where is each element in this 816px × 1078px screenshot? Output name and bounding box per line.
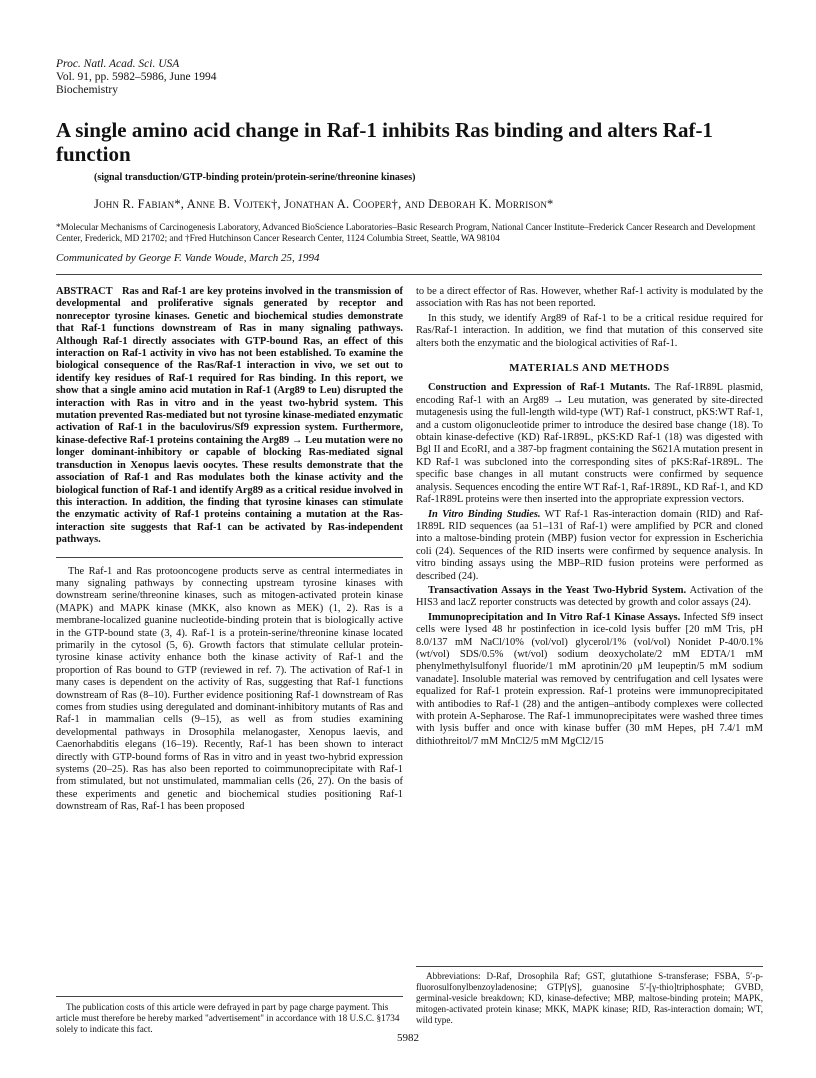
header-rule [56,274,762,275]
binding-text: WT Raf-1 Ras-interaction domain (RID) and Raf-1R89L RID sequences (aa 51–131 of Raf-1) were amplified by PCR and cloned into a maltose-binding protein (MBP) fusion vector for expression in Escherichia coli (24). Sequences of the RID inserts were confirmed by sequence analysis. In vitro binding assays using the MBP–RID fusion proteins were performed as described (24). [416,508,763,582]
transactivation-text: Activation of the HIS3 and lacZ reporter constructs was detected by growth and color assays (24). [416,584,763,609]
abstract-rule [56,557,403,558]
journal-section: Biochemistry [56,84,118,96]
immunoprecipitation-text: Infected Sf9 insect cells were lysed 48 hr postinfection in ice-cold lysis buffer [20 mM Tris, pH 8.0/137 mM NaCl/10% (vol/vol) glycerol/1% (vol/vol) Nonidet P-40/0.1% (wt/vol) SDS/0.5% (wt/vol) sodium deoxycholate/2 mM EDTA/1 mM phenylmethylsulfonyl fluoride/1 mM aprotinin/20 μM leupeptin/5 mM sodium vanadate]. Insoluble material was removed by centrifugation and cell lysates were equalized for Raf-1 protein expression. Raf-1 proteins were immunoprecipitated with antibodies to Raf-1 (28) and the antigen–antibody complexes were collected with protein A-Sepharose. The Raf-1 immunoprecipitates were washed three times with lysis buffer and once with kinase buffer (30 mM Hepes, pH 7.4/1 mM dithiothreitol/7 mM MnCl2/5 mM MgCl2/15 [416,611,763,747]
keywords: (signal transduction/GTP-binding protein/protein-serine/threonine kinases) [94,172,416,183]
article-title: A single amino acid change in Raf-1 inhibits Ras binding and alters Raf-1 function [56,118,713,166]
intro-paragraph: The Raf-1 and Ras protooncogene products serve as central intermediates in many signaling pathways by connecting upstream tyrosine kinases with downstream serine/threonine kinases, such as mitogen-activated protein kinase (MAPK) and MAPK kinase (MKK, also known as MEK) (1, 2). Ras is a membrane-localized guanine nucleotide-binding protein that is biologically active in the GTP-bound state (3, 4). Raf-1 is a protein-serine/threonine kinase located primarily in the cytosol (5, 6). Growth factors that stimulate cellular protein-tyrosine kinase activity enhance both the kinase activity of Raf-1 and the proportion of Ras bound to GTP (reviewed in ref. 7). The activation of Raf-1 in many cases is dependent on the activity of Ras, suggesting that Raf-1 functions downstream of Ras (8–10). Further evidence positioning Raf-1 downstream of Ras comes from studies using deregulated and dominant-inhibitory mutants of Ras and Raf-1 in mammalian cells (9–15), as well as from studies examining developmental pathways in Drosophila melanogaster, Xenopus laevis, and Caenorhabditis elegans (16–19). Recently, Raf-1 has been shown to interact directly with GTP-bound forms of Ras in vitro and in yeast two-hybrid expression systems (20–25). Ras has also been reported to coimmunoprecipitate with Raf-1 from stimulated, but not unstimulated, mammalian cells (26, 27). On the basis of these experiments and genetic and biochemical studies positioning Raf-1 downstream of Ras, Raf-1 has been proposed [56,565,403,813]
methods-binding [416,509,763,583]
affiliations: *Molecular Mechanisms of Carcinogenesis Laboratory, Advanced BioScience Laboratories–Basic Research Program, National Cancer Institute–Frederick Cancer Research and Development Center, Frederick, MD 21702; and †Fred Hutchinson Cancer Research Center, 1124 Columbia Street, Seattle, WA 98104 [56,222,756,243]
abstract-label: ABSTRACT [56,286,113,297]
transactivation-heading: Transactivation Assays in the Yeast Two-Hybrid System. [428,584,687,596]
footnote-text: The publication costs of this article were defrayed in part by page charge payment. This article must therefore be hereby marked "advertisement" in accordance with 18 U.S.C. §1734 solely to indicate this fact. [56,1002,400,1034]
construction-text: The Raf-1R89L plasmid, encoding Raf-1 with an Arg89 → Leu mutation, was generated by site-directed mutagenesis using the full-length wild-type (WT) Raf-1 construct, pKS:WT Raf-1, and a custom oligonucleotide primer to introduce the desired base change (18). To obtain kinase-defective (KD) Raf-1R89L, pKS:KD Raf-1 (18) was digested with Bgl II and EcoRI, and a 387-bp fragment containing the S621A mutation present in KD Raf-1 was subcloned into the corresponding sites of pKS:Raf-1R89L. The specific base changes in all mutant constructs were confirmed by sequence analysis. Sequences encoding the entire WT Raf-1, Raf-1R89L, KD Raf-1, and KD Raf-1R89L proteins were then inserted into the appropriate expression vectors. [416,382,764,506]
methods-construction [416,382,763,506]
abbreviations-footnote [416,966,763,1026]
journal-volume: Vol. 91, pp. 5982–5986, June 1994 [56,71,217,83]
abbreviations-text: Abbreviations: D-Raf, Drosophila Raf; GST, glutathione S-transferase; FSBA, 5′-p-fluorosulfonylbenzoyladenosine; GTP[γS], guanosine 5′-[γ-thio]triphosphate; GVBD, germinal-vesicle breakdown; KD, kinase-defective; MBP, maltose-binding protein; MAPK, mitogen-activated protein kinase; MKK, MAPK kinase; RID, Ras-interaction domain; WT, wild type. [416,971,763,1025]
immunoprecipitation-heading: Immunoprecipitation and In Vitro Raf-1 Kinase Assays. [428,611,681,623]
abstract-text: Ras and Raf-1 are key proteins involved in the transmission of developmental and proliferative signals generated by receptor and nonreceptor tyrosine kinases. Genetic and biochemical studies demonstrate that Raf-1 functions downstream of Ras in many signaling pathways. Although Raf-1 directly associates with GTP-bound Ras, an effect of this interaction on Raf-1 activity in vivo has not been established. To examine the biological consequence of the Ras/Raf-1 interaction in vivo, we set out to identify key residues of Raf-1 required for Ras binding. In this report, we show that a single amino acid mutation in Raf-1 (Arg89 to Leu) disrupted the interaction with Ras in vitro and in the yeast two-hybrid system. This mutation prevented Ras-mediated but not tyrosine kinase-mediated enzymatic activation of Raf-1 in the baculovirus/Sf9 expression system. Furthermore, kinase-defective Raf-1 proteins containing the Arg89 → Leu mutation were no longer dominant-inhibitory or capable of blocking Ras-mediated signal transduction in Xenopus laevis oocytes. These results demonstrate that the association of Raf-1 and Ras modulates both the kinase activity and the biological function of Raf-1 and identify Arg89 as a critical residue involved in this interaction. In addition, the finding that tyrosine kinases can stimulate the enzymatic activity of Raf-1 proteins containing a mutation at the Ras-interaction site suggests that Raf-1 can be activated by Ras-independent pathways. [56,286,403,546]
footnote-rule [56,996,403,997]
right-column [416,286,763,748]
methods-immunoprecipitation [416,612,763,748]
abstract [56,286,403,547]
study-paragraph: In this study, we identify Arg89 of Raf-1 to be a critical residue required for Ras/Raf-1 interaction. In addition, we find that mutation of this conserved site alters both the enzymatic and the biological activities of Raf-1. [416,312,763,349]
communicated-by: Communicated by George F. Vande Woude, March 25, 1994 [56,252,320,264]
author-list: John R. Fabian*, Anne B. Vojtek†, Jonathan A. Cooper†, and Deborah K. Morrison* [94,197,554,211]
binding-heading: In Vitro Binding Studies. [428,508,541,520]
construction-heading: Construction and Expression of Raf-1 Mutants. [428,382,650,394]
left-column [56,286,403,814]
publication-cost-footnote [56,996,403,1035]
abbreviations-rule [416,966,763,967]
methods-transactivation [416,585,763,610]
journal-header [56,58,216,97]
methods-heading: MATERIALS AND METHODS [509,362,670,375]
journal-name: Proc. Natl. Acad. Sci. USA [56,58,180,70]
continued-paragraph: to be a direct effector of Ras. However, whether Raf-1 activity is modulated by the association with Ras has not been reported. [416,286,763,310]
page-number: 5982 [397,1032,419,1044]
